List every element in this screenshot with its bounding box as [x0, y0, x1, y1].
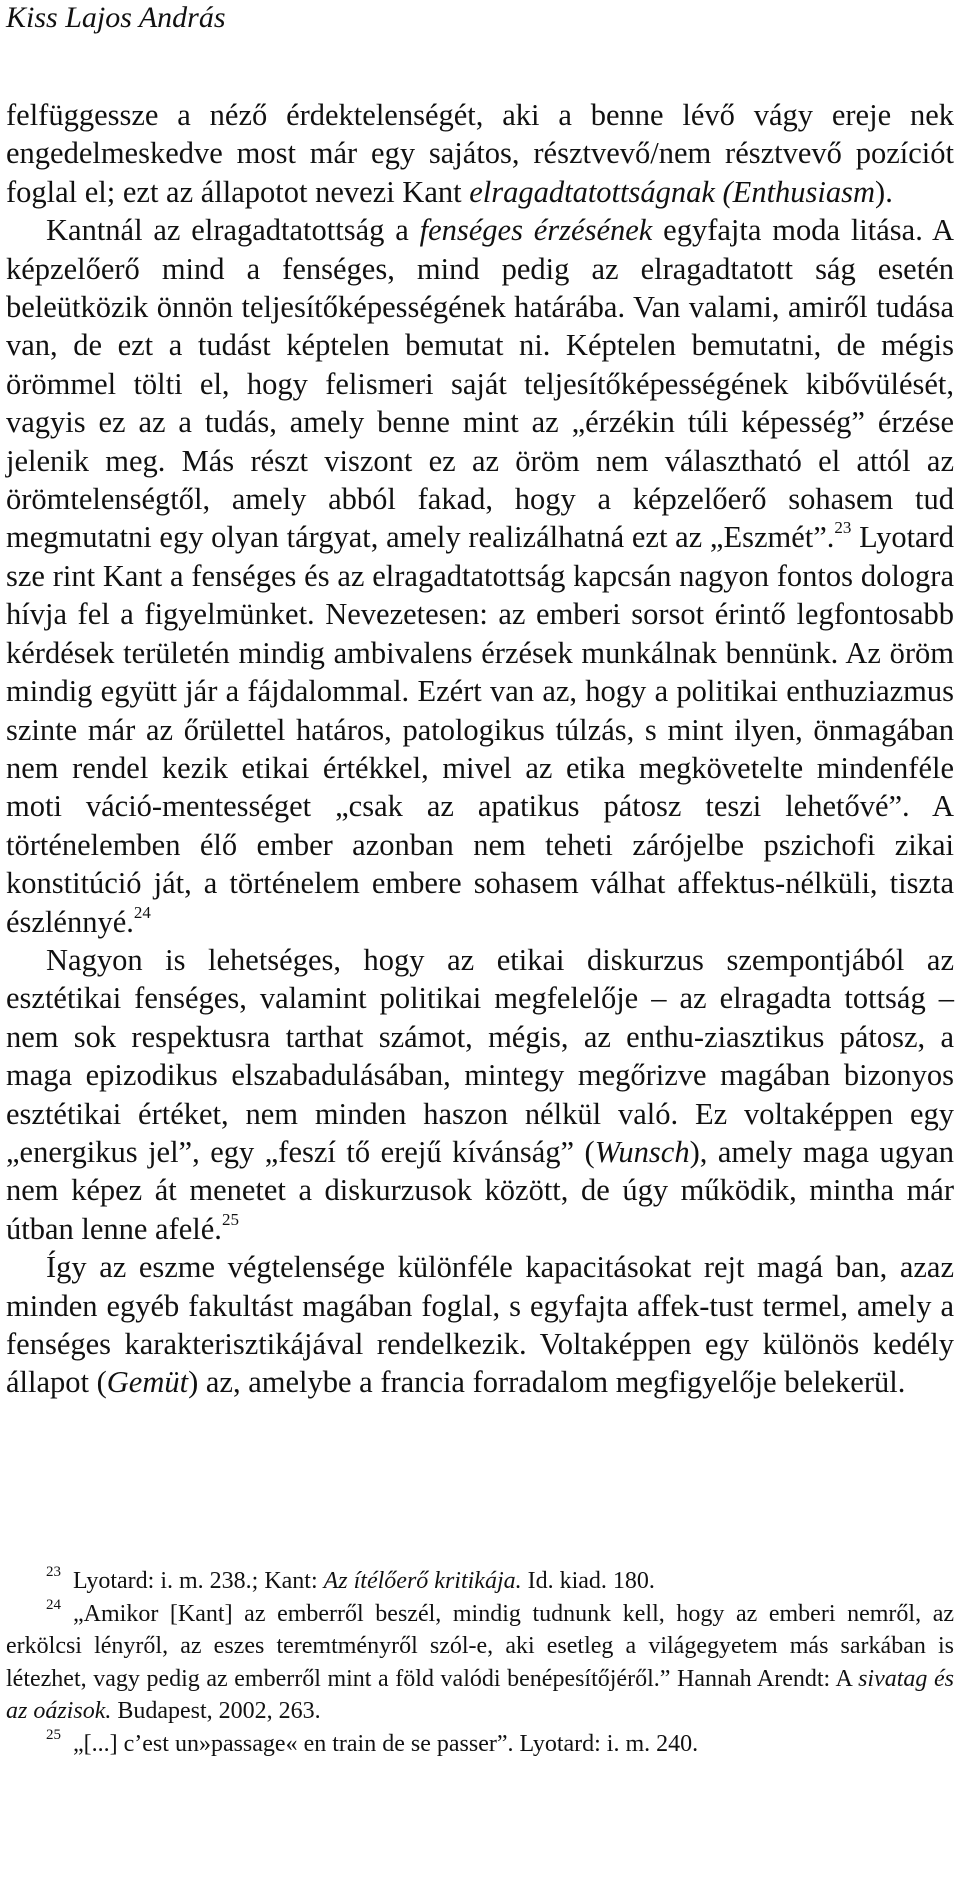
- text-run: egyfajta moda litása. A képzelőerő mind a fenséges, mind pedig az elragadtatott ság esetén beleütközik önnön teljesítőképességének határába. Van valami, amiről tudása van, de ezt a tudást képtelen bemutat ni. Képtelen bemutatni, de mégis örömmel tölti el, hogy felismeri saját teljesítőképességének kibővülését, vagyis ez az a tudás, amely benne mint az „érzékin túli képesség” érzése jelenik meg. Más részt viszont ez az öröm nem választható el attól az örömtelenségtől, amely abból fakad, hogy a képzelőerő sohasem tud megmutatni egy olyan tárgyat, amely realizálhatná ezt az „Eszmét”.: [6, 213, 955, 555]
- footnote: [6, 1598, 954, 1728]
- text-run: Lyotard sze rint Kant a fenséges és az elragadtatottság kapcsán nagyon fontos dologra hívja fel a figyelmünket. Nevezetesen: az emberi sorsot érintő legfontosabb kérdések területén mindig ambivalens érzések munkálnak bennünk. Az öröm mindig együtt jár a fájdalommal. Ezért van az, hogy a politikai enthuziazmus szinte már az őrülettel határos, patologikus túlzás, s mint ilyen, önmagában nem rendel kezik etikai értékkel, mivel az etika megkövetelte mindenféle moti váció-mentességet „csak az apatikus pátosz teszi lehetővé”. A történelemben élő ember azonban nem teheti zárójelbe pszichofi zikai konstitúció ját, a történelem embere sohasem válhat affektus-nélküli, tiszta észlénnyé.: [6, 520, 954, 939]
- italic-text: sivatag és az oázisok.: [6, 1665, 954, 1724]
- text-run: ).: [875, 174, 893, 209]
- footnote: [6, 1565, 954, 1598]
- italic-text: Gemüt: [106, 1365, 189, 1400]
- text-run: Nagyon is lehetséges, hogy az etikai diskurzus szempontjából az esztétikai fenséges, valamint politikai megfelelője – az elragadta tottság – nem sok respektusra tarthat számot, mégis, az enthu-ziasztikus pátosz, a maga epizodikus elszabadulásában, mintegy megőrizve magában bizonyos esztétikai értéket, nem minden haszon nélkül való. Ez voltaképpen egy „energikus jel”, egy „feszí tő erejű kívánság” (: [6, 942, 954, 1169]
- footnote-number: 25: [46, 1726, 61, 1743]
- text-run: ), amely maga ugyan nem képez át menetet a diskurzusok között, de úgy működik, mintha már útban lenne afelé.: [6, 1134, 955, 1246]
- text-run: Lyotard: i. m. 238.; Kant:: [73, 1568, 324, 1594]
- footnote-reference: 24: [133, 902, 151, 922]
- text-run: Id. kiad. 180.: [521, 1568, 655, 1594]
- text-run: ) az, amelybe a francia forradalom megfigyelője belekerül.: [188, 1365, 906, 1400]
- text-run: „Amikor [Kant] az emberről beszél, mindig tudnunk kell, hogy az emberi nemről, az erkölcsi lényről, az eszes teremtményről szól-e, aki esetleg a világegyetem más sarkában is létezhet, vagy pedig az emberről mint a föld valódi benépesítőjéről.” Hannah Arendt: A: [6, 1600, 954, 1692]
- footnotes: [6, 1565, 954, 1760]
- paragraph: [6, 211, 954, 941]
- text-run: Budapest, 2002, 263.: [111, 1698, 321, 1724]
- text-run: „[...] c’est un»passage« en train de se passer”. Lyotard: i. m. 240.: [73, 1730, 699, 1757]
- text-run: Kantnál az elragadtatottság a: [46, 213, 420, 248]
- footnote-reference: 23: [834, 518, 852, 538]
- body-text: [6, 96, 954, 1402]
- italic-text: Wunsch: [594, 1134, 690, 1169]
- paragraph: [6, 941, 954, 1248]
- footnote-number: 24: [46, 1596, 61, 1613]
- footnote-number: 23: [46, 1564, 61, 1580]
- italic-text: fenséges érzésének: [419, 213, 653, 248]
- footnote-reference: 25: [221, 1209, 239, 1229]
- footnote: [6, 1728, 954, 1761]
- italic-text: Az ítélőerő kritikája.: [323, 1568, 522, 1594]
- italic-text: elragadtatottságnak (Enthusiasm: [469, 174, 876, 209]
- text-run: felfüggessze a néző érdektelenségét, aki a benne lévő vágy ereje nek engedelmeskedve most már egy sajátos, résztvevő/nem résztvevő pozíciót foglal el; ezt az állapotot nevezi Kant: [6, 98, 954, 209]
- running-header: Kiss Lajos András: [6, 1, 226, 34]
- paragraph: [6, 1248, 954, 1402]
- text-run: Így az eszme végtelensége különféle kapacitásokat rejt magá ban, azaz minden egyéb fakultást magában foglal, s egyfajta affek-tust termel, amely a fenséges karakterisztikájával rendelkezik. Voltaképpen egy különös kedély állapot (: [6, 1250, 954, 1400]
- paragraph: [6, 96, 954, 211]
